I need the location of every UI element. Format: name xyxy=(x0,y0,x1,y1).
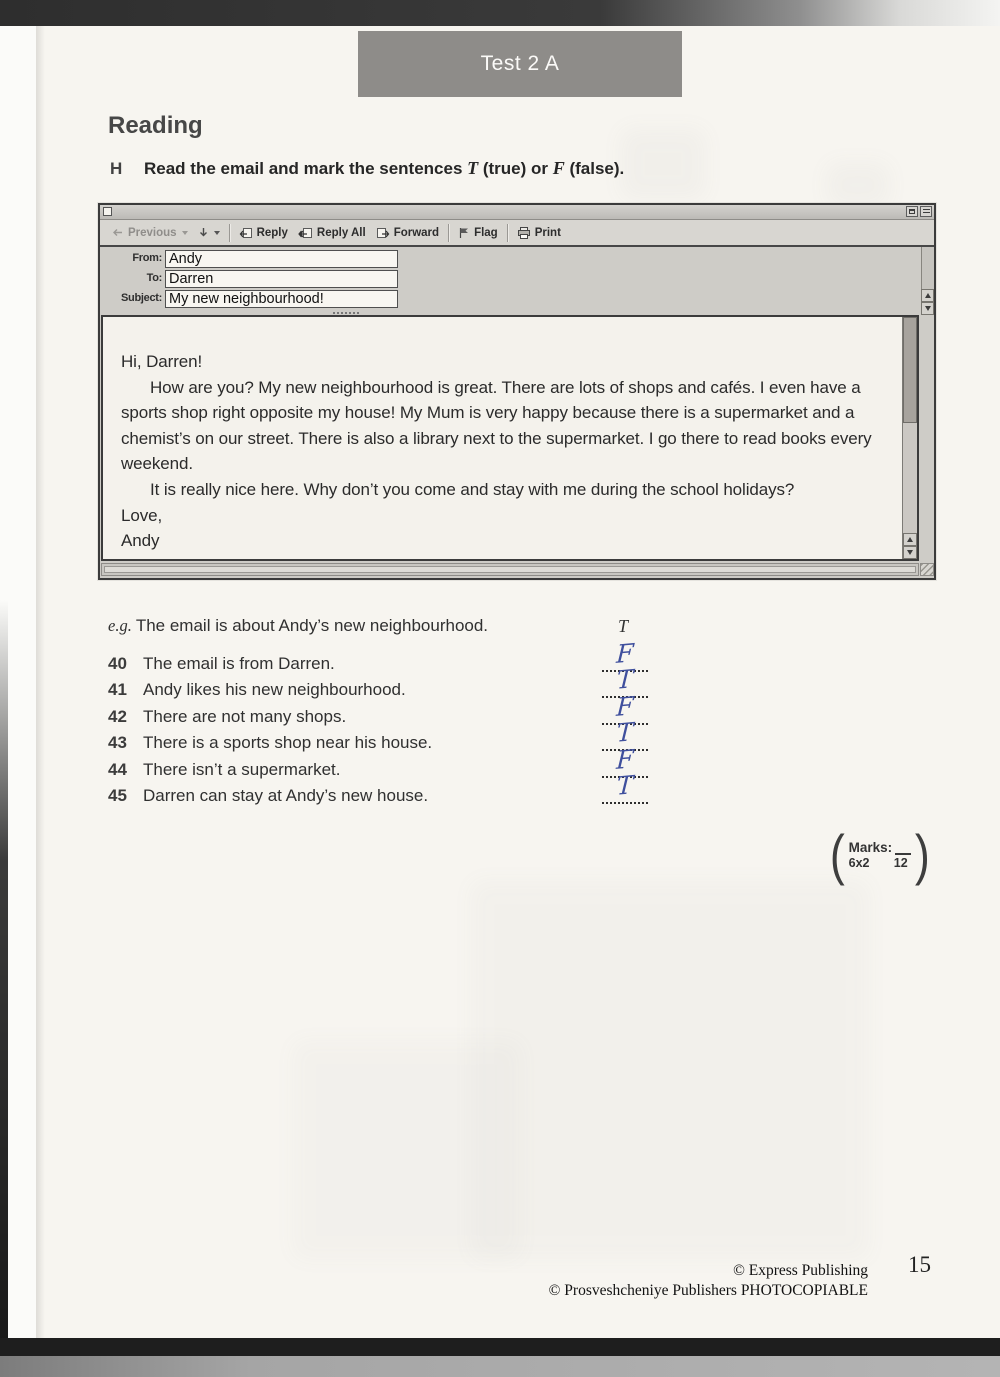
scroll-up-icon xyxy=(907,537,913,542)
dropdown-caret-icon xyxy=(214,231,220,235)
toolbar-separator xyxy=(448,224,449,242)
scan-top-edge xyxy=(0,0,1000,26)
dropdown-caret-icon xyxy=(182,231,188,235)
to-row xyxy=(100,269,934,289)
example-prefix: e.g. xyxy=(108,616,132,635)
bleed-through-smudge xyxy=(826,162,890,208)
test-banner-label: Test 2 A xyxy=(480,52,560,75)
marks-blank-line xyxy=(895,841,910,855)
window-titlebar[interactable] xyxy=(100,205,934,220)
question-row xyxy=(108,733,432,753)
question-number: 43 xyxy=(108,733,127,752)
handwritten-answer: T xyxy=(615,770,635,801)
flag-button[interactable]: Flag xyxy=(453,227,503,239)
maximize-icon xyxy=(909,209,915,214)
from-label: From: xyxy=(132,252,162,264)
email-closing: Love, xyxy=(121,505,163,525)
email-window xyxy=(98,203,936,580)
from-row xyxy=(100,249,934,269)
question-row xyxy=(108,654,335,674)
scanner-background xyxy=(0,1356,1000,1377)
to-field[interactable] xyxy=(165,270,398,288)
task-instruction: H Read the email and mark the sentences T (true) or F (false). xyxy=(110,158,625,178)
scrollbar-thumb[interactable] xyxy=(903,317,917,423)
down-arrow-icon xyxy=(198,227,209,238)
question-number: 44 xyxy=(108,760,127,779)
email-signature: Andy xyxy=(121,531,160,551)
bleed-through-smudge xyxy=(470,880,870,1260)
from-field[interactable] xyxy=(165,250,398,268)
question-number: 42 xyxy=(108,707,127,726)
question-row xyxy=(108,680,406,700)
to-label: To: xyxy=(146,272,162,284)
mail-body-pane xyxy=(101,315,919,561)
previous-icon xyxy=(111,227,124,238)
question-row xyxy=(108,760,340,780)
subject-label: Subject: xyxy=(121,292,162,304)
scroll-down-icon xyxy=(925,306,931,311)
handwritten-answer: T xyxy=(615,717,635,748)
horizontal-scrollbar[interactable] xyxy=(101,563,919,576)
mail-header xyxy=(100,247,934,315)
flag-icon xyxy=(458,227,470,239)
maximize-button[interactable] xyxy=(906,206,918,217)
question-number: 40 xyxy=(108,654,127,673)
marks-paren-right: ) xyxy=(914,823,930,886)
print-button[interactable]: Print xyxy=(512,227,566,239)
bleed-through-smudge xyxy=(620,128,706,200)
question-row xyxy=(108,786,428,806)
reply-all-icon xyxy=(298,227,313,239)
forward-icon xyxy=(376,227,390,239)
example-text: The email is about Andy’s new neighbourhood. xyxy=(135,616,489,635)
resize-grip-icon[interactable] xyxy=(920,563,934,576)
handwritten-answer: F xyxy=(615,744,635,775)
handwritten-answer: F xyxy=(615,691,635,722)
close-button[interactable] xyxy=(920,206,932,217)
question-number: 41 xyxy=(108,680,127,699)
email-text xyxy=(121,349,883,554)
question-row xyxy=(108,707,346,727)
subject-row xyxy=(100,289,934,309)
question-text: There isn’t a supermarket. xyxy=(143,760,341,779)
example-row xyxy=(108,616,488,636)
question-number: 45 xyxy=(108,786,127,805)
question-text: There is a sports shop near his house. xyxy=(143,733,433,752)
scroll-down-icon xyxy=(907,550,913,555)
example-answer: T xyxy=(618,616,629,636)
handwritten-answer: T xyxy=(615,664,635,695)
scrollbar-thumb[interactable] xyxy=(104,566,916,573)
scroll-up-button[interactable] xyxy=(903,533,917,546)
scan-bottom-edge xyxy=(0,1338,1000,1356)
app-icon xyxy=(103,207,112,216)
copyright-line-1: © Express Publishing xyxy=(733,1262,868,1279)
test-banner xyxy=(358,31,682,97)
book-spine-shadow xyxy=(0,600,8,1343)
answer-dotted-line xyxy=(602,802,648,804)
task-letter: H xyxy=(110,159,123,178)
marks-label: Marks: xyxy=(848,840,893,855)
scroll-up-icon xyxy=(925,293,931,298)
copyright-line-2: © Prosveshcheniye Publishers PHOTOCOPIABLE xyxy=(548,1282,868,1299)
scroll-down-button[interactable] xyxy=(921,302,934,315)
question-text: There are not many shops. xyxy=(143,707,347,726)
toolbar-separator xyxy=(507,224,508,242)
reply-icon xyxy=(239,227,253,239)
reply-button[interactable]: Reply xyxy=(234,227,293,239)
email-paragraph: It is really nice here. Why don’t you come and stay with me during the school holidays? xyxy=(150,479,795,499)
mail-toolbar xyxy=(100,220,934,247)
header-scrollbar[interactable] xyxy=(921,247,934,315)
marks-content xyxy=(847,840,913,870)
reply-all-button[interactable]: Reply All xyxy=(293,227,371,239)
close-icon xyxy=(923,209,930,215)
body-scrollbar[interactable] xyxy=(902,317,917,559)
email-greeting: Hi, Darren! xyxy=(121,352,203,371)
bleed-through-smudge xyxy=(292,1040,522,1260)
handwritten-answer: F xyxy=(615,638,635,669)
marks-box xyxy=(828,822,928,888)
print-icon xyxy=(517,227,531,239)
forward-button[interactable]: Forward xyxy=(371,227,444,239)
page-crease xyxy=(36,26,45,1338)
marks-formula: 6x2 xyxy=(848,856,870,870)
scroll-up-button[interactable] xyxy=(921,289,934,302)
section-title: Reading xyxy=(108,112,203,139)
toolbar-separator xyxy=(229,224,230,242)
subject-field[interactable] xyxy=(165,290,398,308)
window-controls xyxy=(906,206,932,217)
question-text: Darren can stay at Andy’s new house. xyxy=(143,786,429,805)
marks-paren-left: ( xyxy=(829,823,845,886)
question-text: Andy likes his new neighbourhood. xyxy=(143,680,406,699)
page-number: 15 xyxy=(908,1252,931,1277)
next-dropdown-button[interactable] xyxy=(193,227,225,238)
marks-total: 12 xyxy=(893,856,908,870)
copyright-block xyxy=(549,1261,868,1301)
previous-button[interactable]: Previous xyxy=(106,227,193,239)
question-text: The email is from Darren. xyxy=(143,654,335,673)
scroll-down-button[interactable] xyxy=(903,546,917,559)
email-paragraph: How are you? My new neighbourhood is great. There are lots of shops and cafés. I even have a sports shop right opposite my house! My Mum is very happy because there is a supermarket and a chemist’s on our street. There is also a library next to the supermarket. I go there to read books every weekend. xyxy=(121,377,872,474)
answer-blank xyxy=(602,770,648,804)
splitter-handle[interactable] xyxy=(333,311,359,314)
